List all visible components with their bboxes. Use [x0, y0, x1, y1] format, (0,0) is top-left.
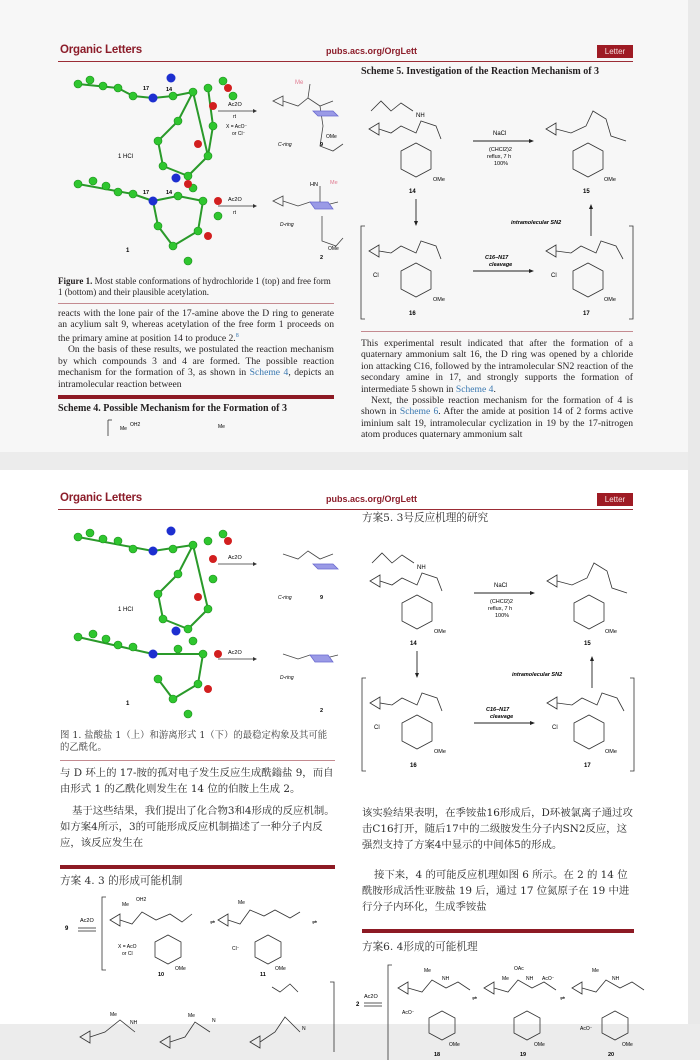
- svg-text:OMe: OMe: [434, 629, 446, 635]
- svg-text:rt: rt: [233, 210, 237, 216]
- svg-text:intramolecular SN2: intramolecular SN2: [511, 220, 562, 226]
- figure-1: [58, 514, 348, 724]
- svg-text:⇌: ⇌: [312, 920, 318, 926]
- svg-text:NH: NH: [612, 976, 620, 982]
- svg-text:OH2: OH2: [130, 422, 141, 429]
- svg-text:17: 17: [143, 86, 150, 92]
- svg-text:1 HCl: 1 HCl: [118, 607, 134, 613]
- svg-text:Me: Me: [330, 180, 338, 186]
- figure-1-graphic: [58, 514, 348, 724]
- svg-text:OMe: OMe: [434, 749, 446, 755]
- svg-text:14: 14: [166, 190, 173, 196]
- svg-text:X = AcO: X = AcO: [118, 944, 137, 950]
- svg-text:C16–N17: C16–N17: [486, 707, 510, 713]
- scheme-divider: [60, 865, 335, 869]
- svg-text:NH: NH: [417, 565, 426, 571]
- svg-text:1 HCl: 1 HCl: [118, 154, 134, 160]
- svg-text:N: N: [302, 1026, 306, 1032]
- svg-text:D-ring: D-ring: [280, 222, 294, 228]
- svg-text:14: 14: [410, 641, 417, 647]
- svg-text:2: 2: [356, 1002, 360, 1008]
- reference-link[interactable]: 8: [235, 332, 239, 339]
- scheme-5-graphic: [362, 533, 634, 775]
- journal-name: Organic Letters: [60, 44, 142, 56]
- svg-text:Cl: Cl: [551, 273, 557, 279]
- caption-divider: [60, 760, 335, 761]
- svg-text:OMe: OMe: [433, 177, 445, 183]
- svg-text:16: 16: [410, 763, 417, 769]
- svg-text:X = AcO⁻: X = AcO⁻: [226, 124, 248, 130]
- svg-text:9: 9: [65, 926, 69, 932]
- svg-text:cleavage: cleavage: [489, 262, 513, 268]
- scheme-5-graphic: [361, 81, 633, 323]
- svg-text:NH: NH: [416, 113, 425, 119]
- svg-text:Me: Me: [238, 900, 245, 906]
- journal-url[interactable]: pubs.acs.org/OrgLett: [326, 494, 418, 504]
- scheme-divider: [58, 395, 334, 399]
- svg-text:(CHCl2)2: (CHCl2)2: [490, 599, 513, 605]
- svg-text:Cl⁻: Cl⁻: [232, 946, 240, 952]
- svg-text:Me: Me: [120, 426, 127, 433]
- svg-text:NH: NH: [442, 976, 450, 982]
- svg-text:reflux, 7 h: reflux, 7 h: [488, 606, 513, 612]
- letter-badge: Letter: [597, 493, 633, 506]
- scheme-6-graphic: [354, 960, 654, 1060]
- scheme-divider: [362, 929, 634, 933]
- svg-text:OMe: OMe: [605, 749, 617, 755]
- svg-text:17: 17: [584, 763, 591, 769]
- svg-text:Cl: Cl: [373, 273, 379, 279]
- figure-1-graphic: [58, 66, 348, 266]
- svg-text:1: 1: [126, 248, 130, 254]
- svg-text:NaCl: NaCl: [494, 583, 508, 589]
- svg-text:Ac2O: Ac2O: [80, 918, 94, 924]
- svg-text:reflux, 7 h: reflux, 7 h: [487, 154, 512, 160]
- caption-divider: [58, 303, 334, 304]
- svg-text:OMe: OMe: [605, 629, 617, 635]
- svg-text:AcO⁻: AcO⁻: [580, 1026, 593, 1032]
- svg-text:Cl: Cl: [552, 725, 558, 731]
- svg-text:OH2: OH2: [136, 897, 147, 903]
- scheme-4-title: Scheme 4. Possible Mechanism for the Formation of 3: [58, 403, 287, 415]
- svg-text:NH: NH: [526, 976, 534, 982]
- svg-text:Ac2O: Ac2O: [228, 650, 242, 656]
- svg-text:⇌: ⇌: [210, 920, 216, 926]
- svg-text:cleavage: cleavage: [490, 714, 514, 720]
- body-text-right-zh: 该实验结果表明，在季铵盐16形成后，D环被氯离子通过攻击C16打开，随后17中的二级胺发生分子内SN2反应，这强烈支持了方案4中显示的中间体5的形成。 接下来，4 的可能反应机理如图 6 所示。在 2 的 14 位酰胺形成活性亚胺盐 19 后，通过 17 位氮原子在 19 中进行分子内环化，生成季铵盐: [362, 807, 633, 913]
- svg-text:1: 1: [126, 701, 130, 707]
- svg-text:or Cl⁻: or Cl⁻: [232, 131, 246, 137]
- svg-text:18: 18: [434, 1052, 441, 1058]
- svg-text:10: 10: [158, 972, 165, 978]
- svg-text:100%: 100%: [494, 161, 509, 167]
- svg-text:Me: Me: [424, 968, 431, 974]
- svg-text:Me: Me: [122, 902, 129, 908]
- svg-text:14: 14: [166, 87, 173, 93]
- scheme-4-link[interactable]: Scheme 4: [249, 367, 289, 379]
- page-header: [58, 490, 633, 510]
- svg-text:Ac2O: Ac2O: [228, 555, 242, 561]
- svg-text:N: N: [212, 1018, 216, 1024]
- svg-text:Me: Me: [218, 424, 225, 431]
- svg-text:2: 2: [320, 255, 324, 261]
- scheme-4-title-zh: 方案 4. 3 的形成可能机制: [60, 875, 183, 887]
- svg-text:AcO⁻: AcO⁻: [402, 1010, 415, 1016]
- svg-text:⇌: ⇌: [472, 996, 478, 1002]
- svg-text:NaCl: NaCl: [493, 131, 507, 137]
- svg-text:HN: HN: [310, 182, 318, 188]
- svg-text:Cl: Cl: [374, 725, 380, 731]
- svg-text:11: 11: [260, 972, 266, 978]
- page-header: [58, 42, 633, 62]
- svg-text:intramolecular SN2: intramolecular SN2: [512, 672, 563, 678]
- letter-badge: Letter: [597, 45, 633, 58]
- svg-text:OMe: OMe: [275, 966, 286, 972]
- svg-text:Ac2O: Ac2O: [364, 994, 378, 1000]
- journal-name: Organic Letters: [60, 492, 142, 504]
- svg-text:or Cl: or Cl: [122, 951, 133, 957]
- svg-text:C-ring: C-ring: [278, 142, 292, 148]
- svg-text:14: 14: [409, 189, 416, 195]
- svg-text:D-ring: D-ring: [280, 675, 294, 681]
- svg-text:Me: Me: [502, 976, 509, 982]
- svg-text:Me: Me: [295, 80, 304, 86]
- svg-text:OMe: OMe: [433, 297, 445, 303]
- svg-text:9: 9: [320, 142, 324, 148]
- svg-text:rt: rt: [233, 114, 237, 120]
- figure-1: [58, 66, 348, 266]
- svg-text:OMe: OMe: [604, 297, 616, 303]
- english-page: [0, 0, 688, 452]
- svg-text:OMe: OMe: [328, 246, 339, 252]
- svg-text:OMe: OMe: [604, 177, 616, 183]
- body-text-right: This experimental result indicated that after the formation of a quaternary ammonium salt 16, the D ring was opened by a chloride ion attacking C16, followed by the intramolecular SN2 reaction of the secondary amine in 17, and strongly supports the formation of intermediate 5 shown in Scheme 4. Next, the possible reaction mechanism for the formation of 4 is shown in Scheme 6. After the amide at position 14 of 2 forms active iminium salt 19, intramolecular cyclization in 19 by the 17-nitrogen atom produces quaternary ammonium salt: [361, 338, 634, 441]
- svg-text:OMe: OMe: [175, 966, 186, 972]
- svg-text:Me: Me: [188, 1013, 195, 1019]
- svg-text:C16–N17: C16–N17: [485, 255, 509, 261]
- svg-text:⇌: ⇌: [560, 996, 566, 1002]
- scheme-4-graphic-partial: [58, 416, 334, 436]
- svg-text:2: 2: [320, 708, 324, 714]
- scrollbar[interactable]: [688, 0, 700, 1024]
- svg-text:15: 15: [584, 641, 591, 647]
- svg-text:AcO⁻: AcO⁻: [542, 976, 555, 982]
- scheme-5-divider: [361, 331, 633, 332]
- svg-text:OMe: OMe: [326, 134, 337, 140]
- svg-text:19: 19: [520, 1052, 527, 1058]
- journal-url[interactable]: pubs.acs.org/OrgLett: [326, 46, 418, 56]
- svg-text:OAc: OAc: [514, 966, 524, 972]
- svg-text:100%: 100%: [495, 613, 510, 619]
- svg-text:NH: NH: [130, 1020, 138, 1026]
- svg-text:15: 15: [583, 189, 590, 195]
- svg-text:(CHCl2)2: (CHCl2)2: [489, 147, 512, 153]
- figure-1-caption-zh: 图 1. 盐酸盐 1（上）和游离形式 1（下）的最稳定构象及其可能的乙酰化。: [60, 730, 328, 753]
- svg-text:17: 17: [143, 190, 150, 196]
- svg-text:20: 20: [608, 1052, 615, 1058]
- svg-text:OMe: OMe: [622, 1042, 633, 1048]
- scheme-5-title-zh: 方案5. 3号反应机理的研究: [362, 512, 489, 524]
- svg-text:OMe: OMe: [449, 1042, 460, 1048]
- ball-stick-model-hcl: [78, 84, 213, 176]
- scheme-4-graphic: [60, 892, 335, 1052]
- body-text-left: reacts with the lone pair of the 17-amine above the D ring to generate an acylium salt 9, whereas acetylation of the free form 1 proceeds on the primary amine at position 14 to produce 2.$^8$ On the basis of these results, we postulated the reaction mechanism by which compounds 3 and 4 are formed. The possible reaction mechanism for the formation of 3, as shown in Scheme 4, depicts an intramolecular reaction between: [58, 308, 334, 390]
- svg-text:17: 17: [583, 311, 590, 317]
- chinese-translation-page: [0, 470, 688, 1058]
- svg-text:Ac2O: Ac2O: [228, 197, 242, 203]
- svg-text:C-ring: C-ring: [278, 595, 292, 601]
- svg-text:OMe: OMe: [534, 1042, 545, 1048]
- svg-text:Me: Me: [110, 1012, 117, 1018]
- body-text-left-zh: 与 D 环上的 17-胺的孤对电子发生反应生成酰鎓盐 9，而自由形式 1 的乙酰化则发生在 14 位的伯胺上生成 2。 基于这些结果，我们提出了化合物3和4形成的反应机制。如方案4所示，3的可能形成反应机制描述了一种分子内反应，该反应发生在: [60, 767, 335, 849]
- svg-text:Ac2O: Ac2O: [228, 102, 242, 108]
- scheme-4-link[interactable]: Scheme 4: [455, 383, 494, 395]
- scheme-6-title-zh: 方案6. 4形成的可能机理: [362, 941, 478, 953]
- svg-text:Me: Me: [592, 968, 599, 974]
- svg-text:16: 16: [409, 311, 416, 317]
- svg-text:9: 9: [320, 595, 324, 601]
- scheme-5-title: Scheme 5. Investigation of the Reaction Mechanism of 3: [361, 66, 600, 77]
- scheme-6-link[interactable]: Scheme 6: [399, 406, 439, 418]
- figure-1-caption: Figure 1. Most stable conformations of hydrochloride 1 (top) and free form 1 (bottom) and their plausible acetylation.: [58, 276, 331, 297]
